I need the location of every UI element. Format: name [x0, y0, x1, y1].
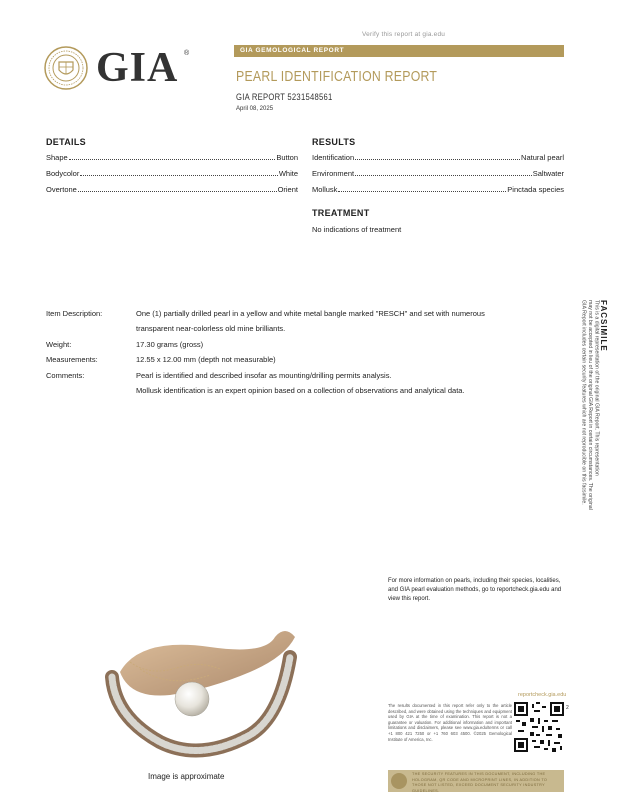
treatment-text: No indications of treatment: [312, 225, 402, 234]
leader-dots: [78, 190, 277, 192]
results-row-identification: [312, 150, 564, 162]
leader-dots: [80, 174, 277, 176]
report-band: [234, 45, 564, 57]
hologram-icon: [391, 773, 407, 789]
item-description-line1: One (1) partially drilled pearl in a yellow and white metal bangle marked "RESCH" and set with numerous: [136, 309, 485, 318]
details-heading: DETAILS: [46, 137, 86, 147]
more-info-text: For more information on pearls, including their species, localities, and GIA pearl evaluation methods, go to reportcheck.gia.edu and view this report.: [388, 578, 562, 602]
leader-dots: [355, 158, 520, 160]
comments-line1: Pearl is identified and described insofar as mounting/drilling permits analysis.: [136, 371, 392, 380]
treatment-heading: TREATMENT: [312, 208, 370, 218]
qr-number-label: 2: [566, 705, 569, 711]
results-row-environment: [312, 166, 564, 178]
qr-code-icon[interactable]: [514, 702, 564, 752]
results-value: Pinctada species: [507, 185, 564, 194]
details-label: Overtone: [46, 185, 77, 194]
facsimile-line1: This is a digital representation of the original GIA Report. This representation: [593, 300, 600, 476]
measurements-value: 12.55 x 12.00 mm (depth not measurable): [136, 355, 276, 364]
details-row-bodycolor: [46, 166, 298, 178]
reportcheck-link[interactable]: reportcheck.gia.edu: [518, 692, 567, 698]
item-description-label: Item Description:: [46, 309, 103, 318]
results-label: Environment: [312, 169, 355, 178]
security-text: THE SECURITY FEATURES IN THIS DOCUMENT, INCLUDING THE HOLOGRAM, QR CODE AND MICROPRINT LINES, IN ADDITION TO THOSE NOT LISTED, EXCEED DOCUMENT SECURITY INDUSTRY GUIDELINES.: [412, 772, 548, 793]
facsimile-text: [580, 300, 606, 530]
registered-mark: ®: [184, 50, 190, 57]
measurements-label: Measurements:: [46, 355, 98, 364]
details-row-overtone: [46, 182, 298, 194]
facsimile-heading: FACSIMILE: [599, 300, 608, 352]
report-number: GIA REPORT 5231548561: [236, 92, 333, 102]
report-title: PEARL IDENTIFICATION REPORT: [236, 68, 438, 85]
results-row-mollusk: [312, 182, 564, 194]
verify-link[interactable]: Verify this report at gia.edu: [362, 31, 446, 38]
weight-value: 17.30 grams (gross): [136, 340, 204, 349]
results-label: Mollusk: [312, 185, 338, 194]
facsimile-note: [580, 300, 610, 530]
results-heading: RESULTS: [312, 137, 356, 147]
image-caption: Image is approximate: [148, 772, 225, 781]
results-value: Saltwater: [532, 169, 564, 178]
report-band-label: GIA GEMOLOGICAL REPORT: [240, 47, 345, 54]
comments-label: Comments:: [46, 371, 85, 380]
facsimile-line2: may not be accepted in lieu of the original GIA Report in certain circumstances. The original: [587, 300, 593, 510]
gia-logo-text: GIA: [96, 45, 179, 91]
details-label: Bodycolor: [46, 169, 80, 178]
details-value: Button: [276, 153, 298, 162]
details-value: Orient: [277, 185, 298, 194]
leader-dots: [355, 174, 532, 176]
bangle-image: [100, 617, 300, 767]
details-label: Shape: [46, 153, 68, 162]
details-value: White: [278, 169, 298, 178]
leader-dots: [338, 190, 506, 192]
facsimile-line3: GIA Report includes certain security features which are not reproducible on this facsimile.: [580, 300, 587, 505]
details-row-shape: [46, 150, 298, 162]
gia-seal-icon: [44, 46, 88, 90]
comments-line2: Mollusk identification is an expert opinion based on a collection of observations and analytical data.: [136, 386, 465, 395]
leader-dots: [69, 158, 276, 160]
security-strip: [388, 770, 564, 792]
item-description-line2: transparent near-colorless old mine brilliants.: [136, 324, 286, 333]
report-date: April 08, 2025: [236, 106, 274, 112]
weight-label: Weight:: [46, 340, 72, 349]
results-label: Identification: [312, 153, 355, 162]
results-value: Natural pearl: [521, 153, 564, 162]
disclaimer-text: The results documented in this report refer only to the article described, and were obtained using the techniques and equipment used by GIA at the time of examination. This report is not a guarantee or valuation. For additional information and important limitations and disclaimers, please see www.gia.edu/terms or call +1 800 421 7250 or +1 760 603 4500. ©2025 Gemological Institute of America, Inc.: [388, 703, 512, 742]
